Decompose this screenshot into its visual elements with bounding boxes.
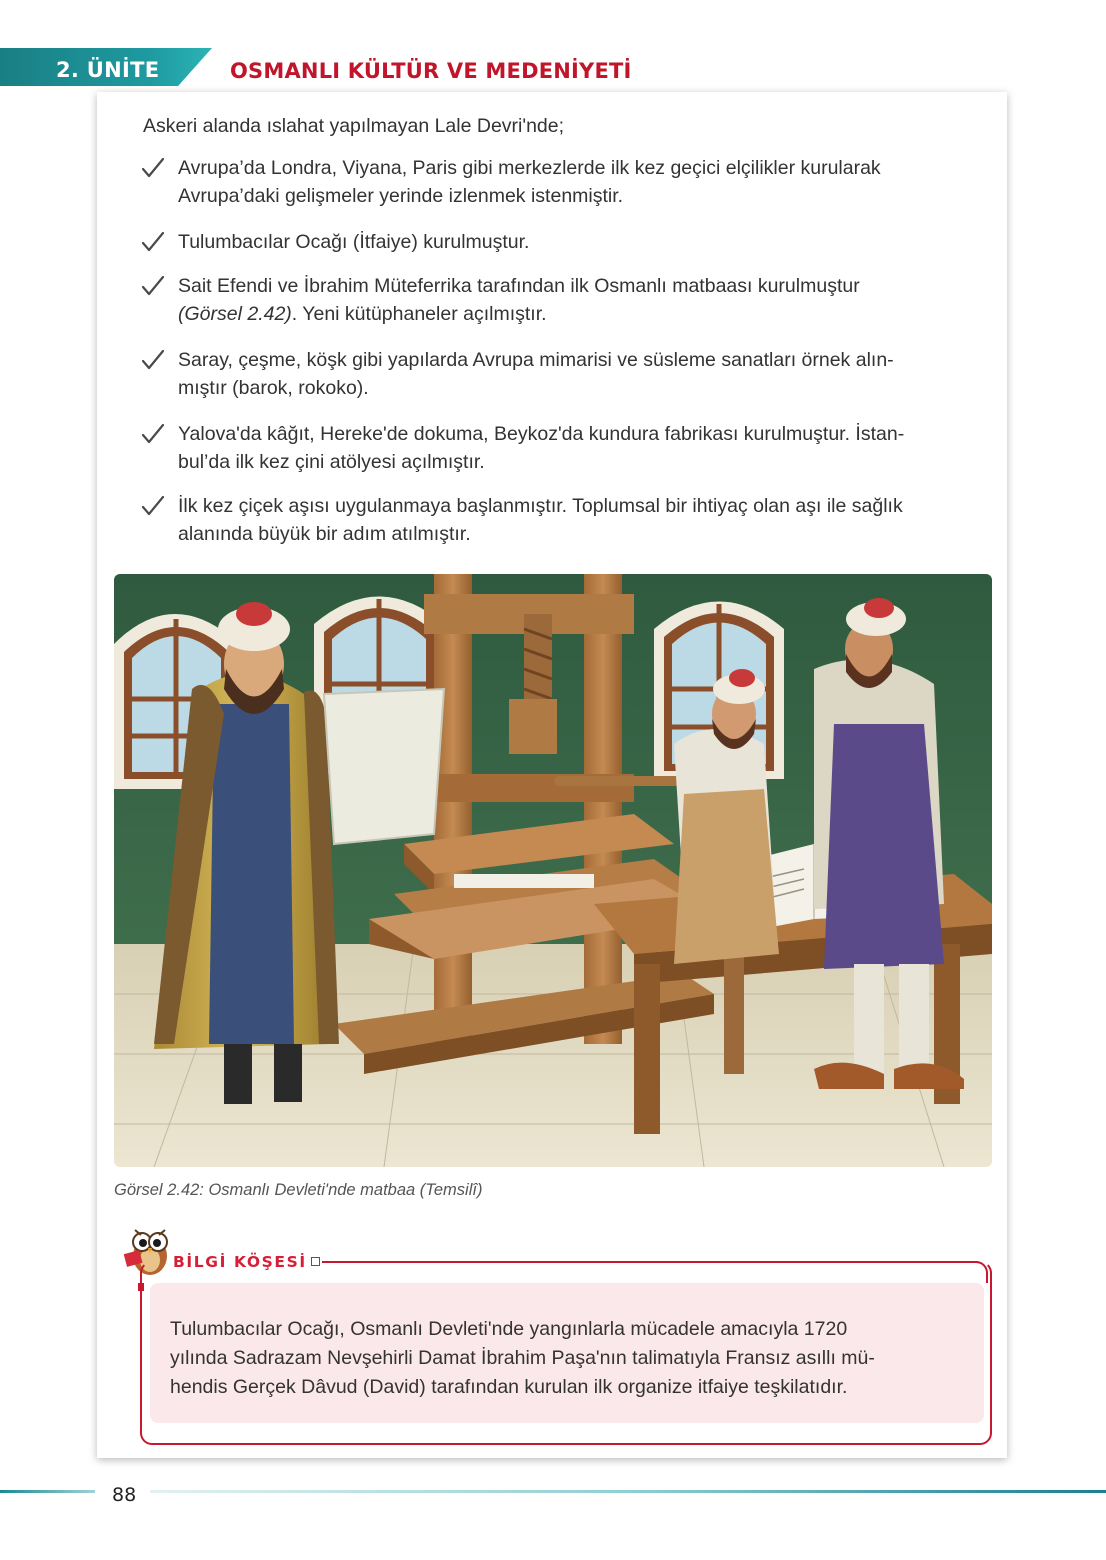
checkmark-icon: [140, 155, 166, 181]
info-box-text: [170, 1315, 965, 1402]
item-line: Tulumbacılar Ocağı (İtfaiye) kurulmuştur.: [178, 231, 530, 253]
printing-press-illustration: [114, 574, 992, 1167]
info-line: yılında Sadrazam Nevşehirli Damat İbrahim Paşa'nın talimatıyla Fransız asıllı mü-: [170, 1347, 875, 1369]
checkmark-icon: [140, 347, 166, 373]
checkmark-icon: [140, 229, 166, 255]
item-line: alanında büyük bir adım atılmıştır.: [178, 523, 471, 545]
item-line: bul’da ilk kez çini atölyesi açılmıştır.: [178, 451, 485, 473]
info-line: Tulumbacılar Ocağı, Osmanlı Devleti'nde yangınlarla mücadele amacıyla 1720: [170, 1318, 848, 1340]
figure-caption: Görsel 2.42: Osmanlı Devleti'nde matbaa (Temsilî): [114, 1181, 483, 1199]
illustration-art: [114, 574, 992, 1167]
item-line: Saray, çeşme, köşk gibi yapılarda Avrupa mimarisi ve süsleme sanatları örnek alın-: [178, 349, 894, 371]
checkmark-icon: [140, 493, 166, 519]
item-line: İlk kez çiçek aşısı uygulanmaya başlanmıştır. Toplumsal bir ihtiyaç olan aşı ile sağlık: [178, 495, 903, 517]
checkmark-icon: [140, 273, 166, 299]
info-line: hendis Gerçek Dâvud (David) tarafından kurulan ilk organize itfaiye teşkilatıdır.: [170, 1376, 848, 1398]
unit-title: OSMANLI KÜLTÜR VE MEDENİYETİ: [230, 59, 632, 83]
item-line: Yalova'da kâğıt, Hereke'de dokuma, Beykoz'da kundura fabrikası kurulmuştur. İstan-: [178, 423, 905, 445]
info-box-frame-top: [322, 1261, 978, 1263]
info-box-frame-corner: [966, 1261, 988, 1283]
item-line: . Yeni kütüphaneler açılmıştır.: [291, 303, 547, 325]
item-line: Avrupa’da Londra, Viyana, Paris gibi merkezlerde ilk kez geçici elçilikler kurularak: [178, 157, 881, 179]
item-line: Avrupa’daki gelişmeler yerinde izlenmek istenmiştir.: [178, 185, 624, 207]
unit-label: 2. ÜNİTE: [56, 58, 160, 82]
item-line: mıştır (barok, rokoko).: [178, 377, 369, 399]
footer-line-left: [0, 1490, 95, 1493]
page-number: 88: [112, 1484, 137, 1506]
item-line: Sait Efendi ve İbrahim Müteferrika tarafından ilk Osmanlı matbaası kurulmuştur: [178, 275, 860, 297]
checkmark-icon: [140, 421, 166, 447]
footer-line-right: [150, 1490, 1106, 1493]
intro-text: Askeri alanda ıslahat yapılmayan Lale Devri'nde;: [143, 115, 565, 137]
info-box-frame-cap: [138, 1283, 144, 1291]
figure-reference: (Görsel 2.42): [178, 303, 292, 325]
info-box-heading: BİLGİ KÖŞESİ: [173, 1253, 307, 1271]
